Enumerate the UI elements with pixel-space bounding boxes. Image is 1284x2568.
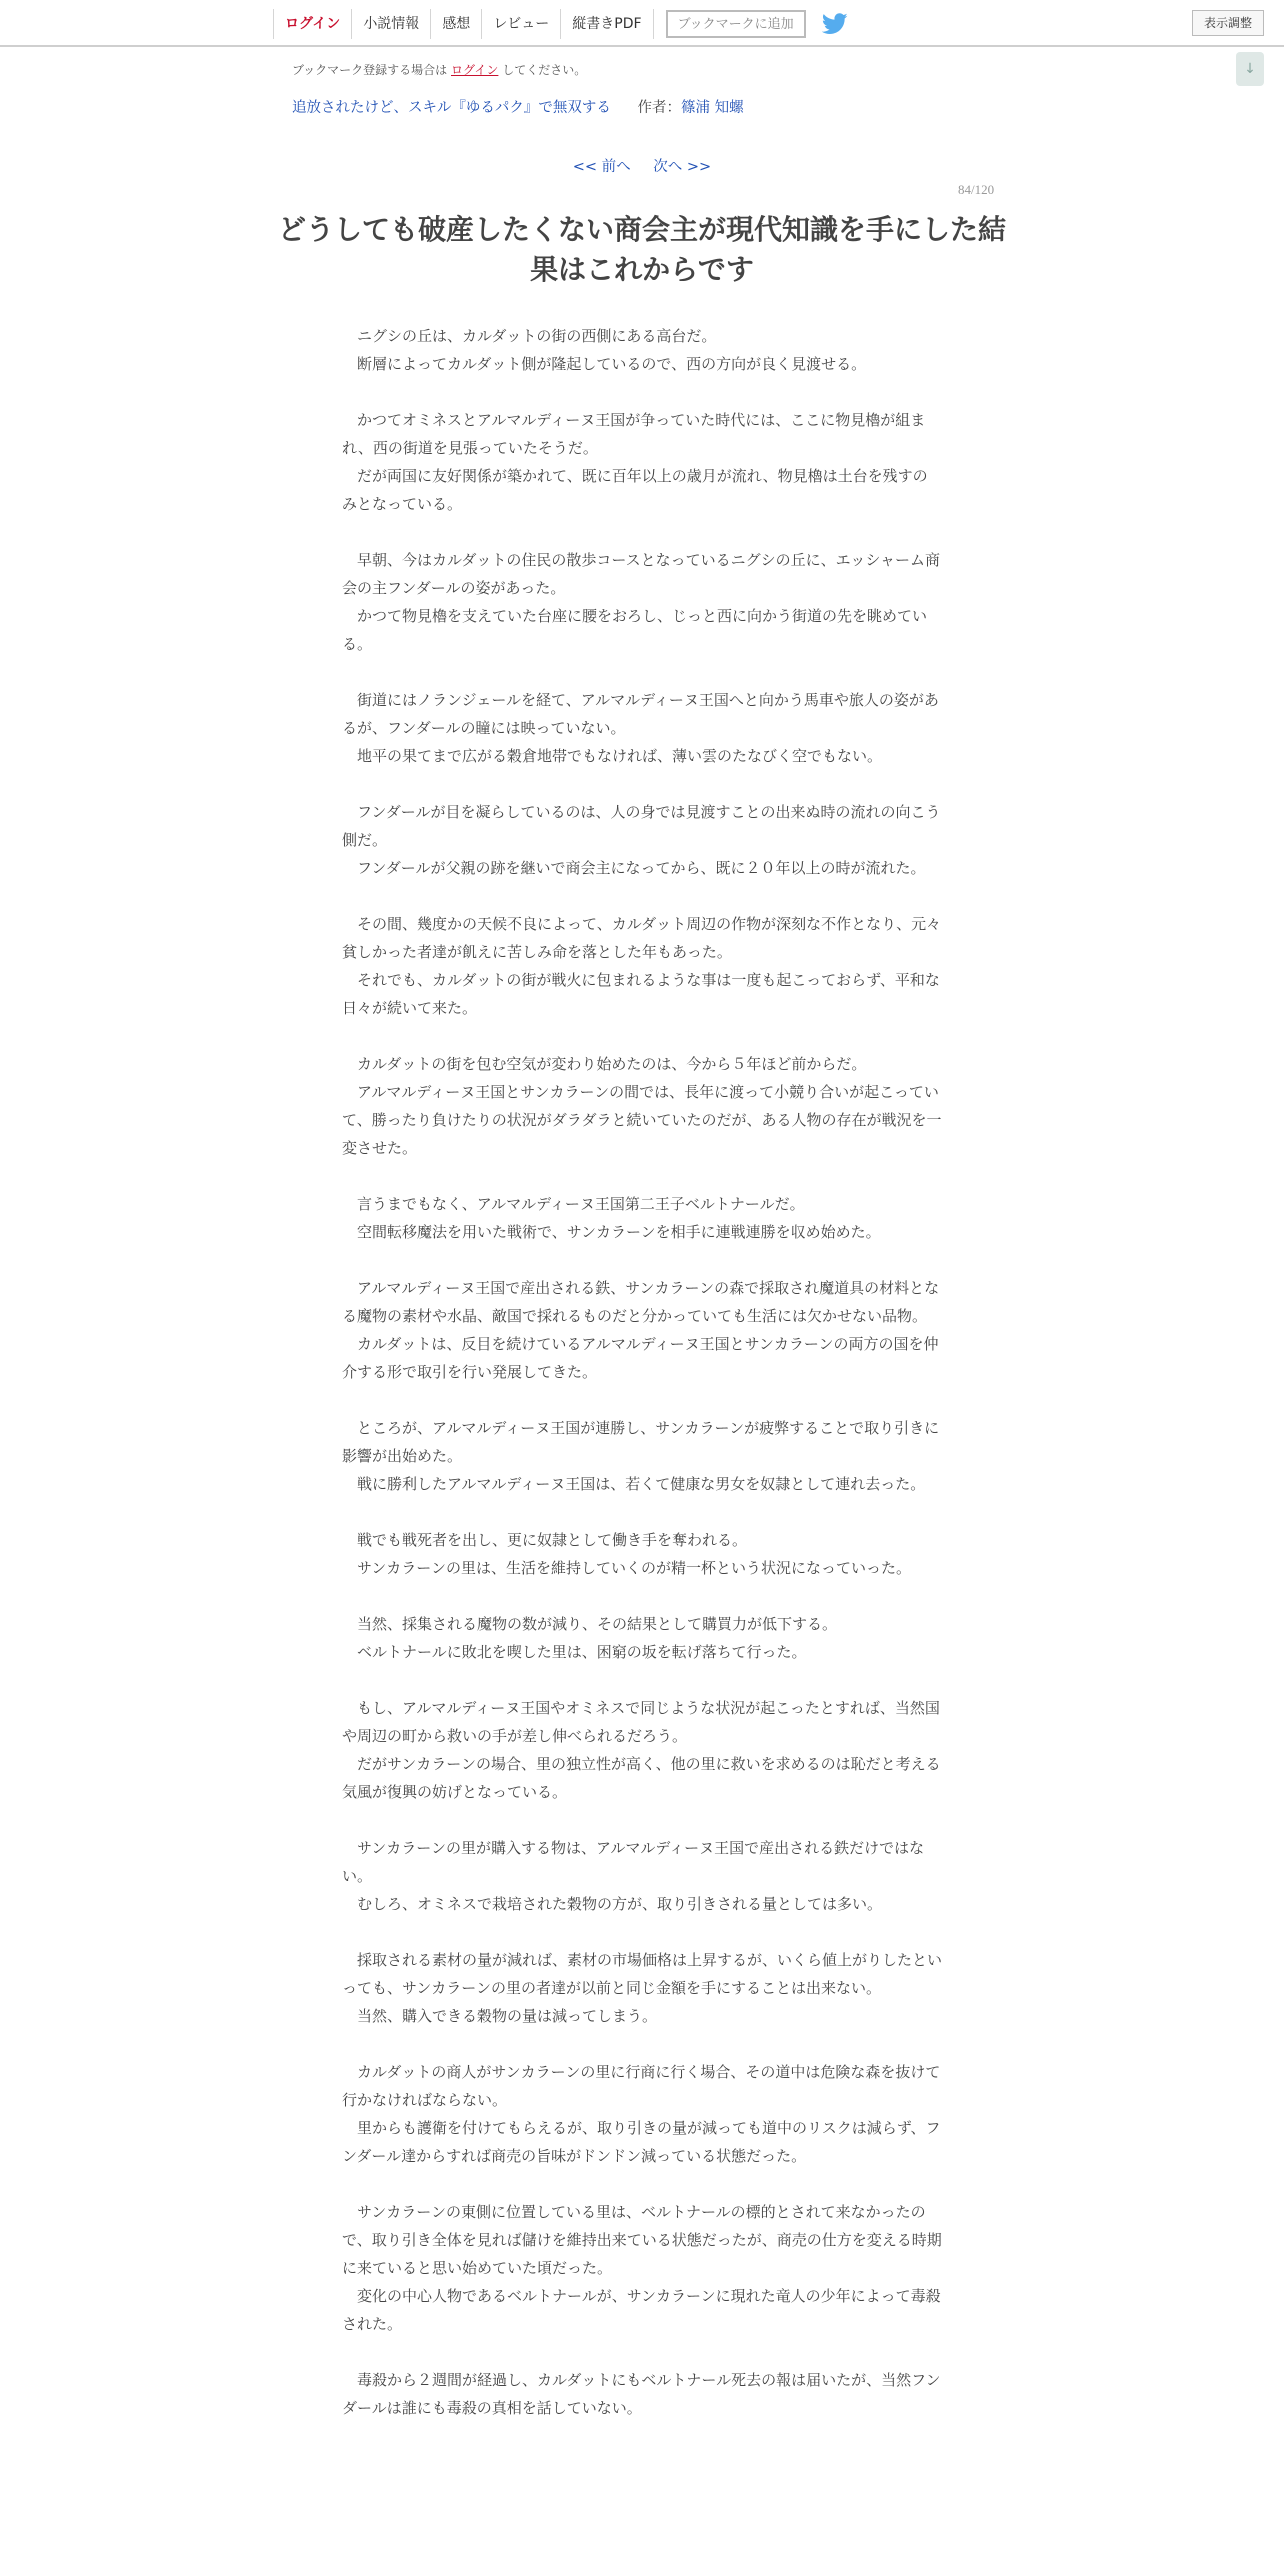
- body-paragraph: かつて物見櫓を支えていた台座に腰をおろし、じっと西に向かう街道の先を眺めている。: [342, 607, 928, 653]
- nav-vertical-pdf[interactable]: 縦書きPDF: [560, 9, 653, 39]
- body-paragraph: 空間転移魔法を用いた戦術で、サンカラーンを相手に連戦連勝を収め始めた。: [342, 1223, 881, 1241]
- body-paragraph: 言うまでもなく、アルマルディーヌ王国第二王子ベルトナールだ。: [342, 1195, 805, 1213]
- author-label: 作者：: [637, 100, 681, 116]
- author-link[interactable]: 篠浦 知螺: [680, 100, 744, 116]
- blank-line: [342, 1666, 942, 1694]
- novel-title-link[interactable]: 追放されたけど、スキル『ゆるパク』で無双する: [292, 100, 611, 116]
- body-paragraph: カルダットは、反目を続けているアルマルディーヌ王国とサンカラーンの両方の国を仲介する形で取引を行い発展してきた。: [342, 1335, 939, 1381]
- blank-line: [342, 2338, 942, 2366]
- blank-line: [342, 1162, 942, 1190]
- bookmark-login-note: [292, 61, 586, 78]
- body-paragraph: 早朝、今はカルダットの住民の散歩コースとなっているニグシの丘に、エッシャーム商会の主フンダールの姿があった。: [342, 551, 941, 597]
- body-paragraph: 地平の果てまで広がる穀倉地帯でもなければ、薄い雲のたなびく空でもない。: [342, 747, 883, 765]
- main-nav: [273, 8, 848, 40]
- blank-line: [342, 1582, 942, 1610]
- blank-line: [342, 658, 942, 686]
- chapter-pager: [0, 155, 1284, 176]
- blank-line: [342, 1022, 942, 1050]
- login-note-prefix: ブックマーク登録する場合は: [292, 63, 448, 77]
- body-paragraph: むしろ、オミネスで栽培された穀物の方が、取り引きされる量としては多い。: [342, 1895, 883, 1913]
- add-bookmark-button[interactable]: ブックマークに追加: [666, 10, 806, 38]
- body-paragraph: かつてオミネスとアルマルディーヌ王国が争っていた時代には、ここに物見櫓が組まれ、西の街道を見張っていたそうだ。: [342, 411, 926, 457]
- body-paragraph: 断層によってカルダット側が隆起しているので、西の方向が良く見渡せる。: [342, 355, 867, 373]
- blank-line: [342, 1246, 942, 1274]
- body-paragraph: ベルトナールに敗北を喫した里は、困窮の坂を転げ落ちて行った。: [342, 1643, 807, 1661]
- chapter-title: どうしても破産したくない商会主が現代知識を手にした結果はこれからです: [277, 213, 1006, 286]
- body-paragraph: だが両国に友好関係が築かれて、既に百年以上の歳月が流れ、物見櫓は土台を残すのみとなっている。: [342, 467, 928, 513]
- body-paragraph: フンダールが父親の跡を継いで商会主になってから、既に２０年以上の時が流れた。: [342, 859, 926, 877]
- body-paragraph: 採取される素材の量が減れば、素材の市場価格は上昇するが、いくら値上がりしたといっても、サンカラーンの里の者達が以前と同じ金額を手にすることは出来ない。: [342, 1951, 943, 1997]
- body-paragraph: 変化の中心人物であるベルトナールが、サンカラーンに現れた竜人の少年によって毒殺された。: [342, 2287, 941, 2333]
- prev-chapter-link[interactable]: << 前へ: [572, 159, 631, 175]
- login-note-link[interactable]: ログイン: [451, 63, 499, 77]
- next-chapter-link[interactable]: 次へ >>: [653, 159, 712, 175]
- blank-line: [342, 1386, 942, 1414]
- login-note-suffix: してください。: [502, 63, 587, 77]
- body-paragraph: その間、幾度かの天候不良によって、カルダット周辺の作物が深刻な不作となり、元々貧しかった者達が飢えに苦しみ命を落とした年もあった。: [342, 915, 942, 961]
- body-paragraph: サンカラーンの里が購入する物は、アルマルディーヌ王国で産出される鉄だけではない。: [342, 1839, 925, 1885]
- top-navigation-bar: [0, 0, 1284, 47]
- blank-line: [342, 2170, 942, 2198]
- blank-line: [342, 1498, 942, 1526]
- chapter-number: 84/120: [958, 182, 995, 197]
- nav-review[interactable]: レビュー: [481, 9, 560, 39]
- body-paragraph: サンカラーンの東側に位置している里は、ベルトナールの標的とされて来なかったので、取り引き全体を見れば儲けを維持出来ている状態だったが、商売の仕方を変える時期に来ていると思い始めていた頃だった。: [342, 2203, 942, 2277]
- nav-impressions[interactable]: 感想: [430, 9, 481, 39]
- body-paragraph: フンダールが目を凝らしているのは、人の身では見渡すことの出来ぬ時の流れの向こう側だ。: [342, 803, 941, 849]
- body-paragraph: 里からも護衛を付けてもらえるが、取り引きの量が減っても道中のリスクは減らず、フンダール達からすれば商売の旨味がドンドン減っている状態だった。: [342, 2119, 941, 2165]
- display-settings-button[interactable]: 表示調整: [1192, 10, 1264, 36]
- blank-line: [342, 1918, 942, 1946]
- body-paragraph: 戦でも戦死者を出し、更に奴隷として働き手を奪われる。: [342, 1531, 748, 1549]
- body-paragraph: ニグシの丘は、カルダットの街の西側にある高台だ。: [342, 327, 717, 345]
- blank-line: [342, 882, 942, 910]
- body-paragraph: もし、アルマルディーヌ王国やオミネスで同じような状況が起こったとすれば、当然国や周辺の町から救いの手が差し伸べられるだろう。: [342, 1699, 940, 1745]
- body-paragraph: 毒殺から２週間が経過し、カルダットにもベルトナール死去の報は届いたが、当然フンダールは誰にも毒殺の真相を話していない。: [342, 2371, 941, 2417]
- scroll-down-button[interactable]: ↓: [1236, 52, 1264, 86]
- body-paragraph: だがサンカラーンの場合、里の独立性が高く、他の里に救いを求めるのは恥だと考える気風が復興の妨げとなっている。: [342, 1755, 941, 1801]
- nav-novel-info[interactable]: 小説情報: [351, 9, 430, 39]
- body-paragraph: それでも、カルダットの街が戦火に包まれるような事は一度も起こっておらず、平和な日々が続いて来た。: [342, 971, 940, 1017]
- body-paragraph: 当然、購入できる穀物の量は減ってしまう。: [342, 2007, 658, 2025]
- blank-line: [342, 770, 942, 798]
- blank-line: [342, 2030, 942, 2058]
- body-paragraph: ところが、アルマルディーヌ王国が連勝し、サンカラーンが疲弊することで取り引きに影響が出始めた。: [342, 1419, 940, 1465]
- body-paragraph: 街道にはノランジェールを経て、アルマルディーヌ王国へと向かう馬車や旅人の姿があるが、フンダールの瞳には映っていない。: [342, 691, 939, 737]
- body-paragraph: カルダットの街を包む空気が変わり始めたのは、今から５年ほど前からだ。: [342, 1055, 867, 1073]
- twitter-bird-icon[interactable]: [822, 13, 848, 35]
- body-paragraph: サンカラーンの里は、生活を維持していくのが精一杯という状況になっていった。: [342, 1559, 911, 1577]
- chapter-body: [342, 322, 942, 2422]
- body-paragraph: 戦に勝利したアルマルディーヌ王国は、若くて健康な男女を奴隷として連れ去った。: [342, 1475, 926, 1493]
- body-paragraph: アルマルディーヌ王国で産出される鉄、サンカラーンの森で採取され魔道具の材料となる魔物の素材や水晶、敵国で採れるものだと分かっていても生活には欠かせない品物。: [342, 1279, 940, 1325]
- body-paragraph: アルマルディーヌ王国とサンカラーンの間では、長年に渡って小競り合いが起こっていて、勝ったり負けたりの状況がダラダラと続いていたのだが、ある人物の存在が戦況を一変させた。: [342, 1083, 942, 1157]
- blank-line: [342, 1806, 942, 1834]
- blank-line: [342, 378, 942, 406]
- nav-login[interactable]: ログイン: [273, 9, 351, 39]
- blank-line: [342, 518, 942, 546]
- body-paragraph: 当然、採集される魔物の数が減り、その結果として購買力が低下する。: [342, 1615, 838, 1633]
- body-paragraph: カルダットの商人がサンカラーンの里に行商に行く場合、その道中は危険な森を抜けて行かなければならない。: [342, 2063, 941, 2109]
- novel-header: [292, 96, 744, 117]
